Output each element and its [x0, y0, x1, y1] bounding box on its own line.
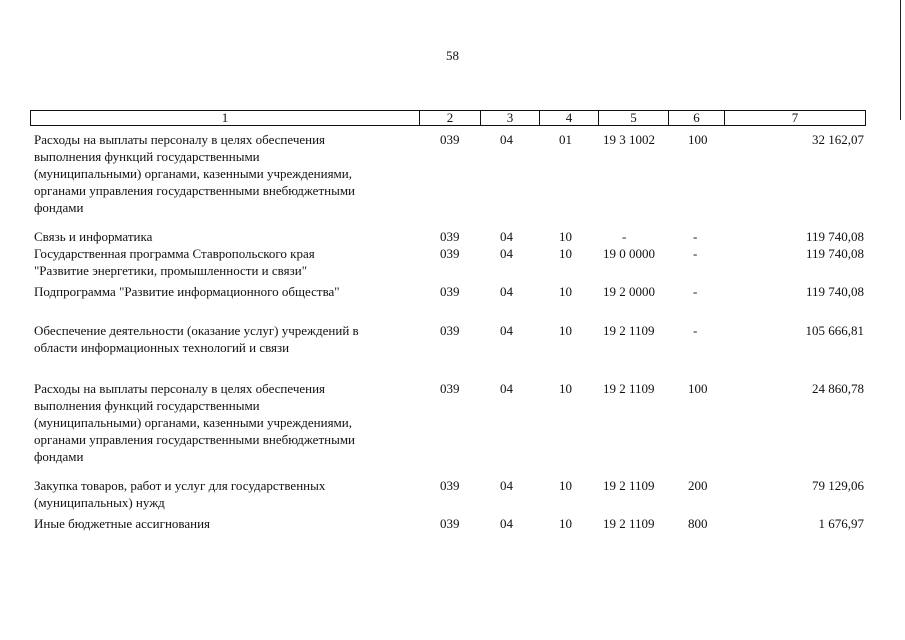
amount: 1 676,97 — [818, 516, 864, 531]
item-code: 10 — [559, 323, 572, 338]
item-code: 10 — [559, 381, 572, 396]
subsection-code: 04 — [500, 516, 513, 531]
section-code: 039 — [440, 381, 460, 396]
subsection-code: 04 — [500, 132, 513, 147]
expense-type-code: - — [693, 284, 698, 299]
page-number: 58 — [446, 48, 459, 63]
amount: 119 740,08 — [805, 229, 864, 244]
target-code: 19 2 1109 — [603, 323, 655, 338]
section-code: 039 — [440, 246, 460, 261]
row-name-line: Связь и информатика — [34, 229, 153, 244]
item-code: 10 — [559, 229, 572, 244]
table-header — [30, 110, 866, 126]
row-name — [34, 228, 419, 245]
row-name-line: фондами — [34, 200, 84, 215]
row-name-line: Подпрограмма "Развитие информационного общества" — [34, 284, 340, 299]
section-code: 039 — [440, 478, 460, 493]
item-code: 10 — [559, 516, 572, 531]
item-code: 10 — [559, 478, 572, 493]
subsection-code: 04 — [500, 246, 513, 261]
row-name-line: "Развитие энергетики, промышленности и связи" — [34, 263, 307, 278]
expense-type-code: 800 — [688, 516, 708, 531]
row-name — [34, 283, 419, 300]
row-name-line: Закупка товаров, работ и услуг для государственных — [34, 478, 326, 493]
row-name-line: Государственная программа Ставропольского края — [34, 246, 315, 261]
expense-type-code: 100 — [688, 132, 708, 147]
expense-type-code: 100 — [688, 381, 708, 396]
subsection-code: 04 — [500, 229, 513, 244]
row-name — [34, 380, 419, 465]
section-code: 039 — [440, 516, 460, 531]
expense-type-code: 200 — [688, 478, 708, 493]
row-name-line: (муниципальных) нужд — [34, 495, 165, 510]
target-code: 19 3 1002 — [603, 132, 655, 147]
item-code: 01 — [559, 132, 572, 147]
row-name-line: выполнения функций государственными — [34, 398, 260, 413]
row-name-line: Иные бюджетные ассигнования — [34, 516, 211, 531]
expense-type-code: - — [693, 229, 698, 244]
header-col-5: 5 — [598, 111, 668, 125]
subsection-code: 04 — [500, 284, 513, 299]
item-code: 10 — [559, 284, 572, 299]
amount: 105 666,81 — [805, 323, 864, 338]
row-name — [34, 477, 419, 511]
target-code: 19 0 0000 — [603, 246, 655, 261]
section-code: 039 — [440, 323, 460, 338]
header-col-3: 3 — [480, 111, 539, 125]
row-name-line: выполнения функций государственными — [34, 149, 260, 164]
header-col-4: 4 — [539, 111, 598, 125]
row-name — [34, 131, 419, 216]
row-name-line: фондами — [34, 449, 84, 464]
amount: 24 860,78 — [812, 381, 864, 396]
target-code: 19 2 1109 — [603, 516, 655, 531]
row-name-line: области информационных технологий и связи — [34, 340, 290, 355]
target-code: - — [622, 229, 627, 244]
row-name-line: органами управления государственными внебюджетными — [34, 183, 356, 198]
row-name-line: Расходы на выплаты персоналу в целях обеспечения — [34, 132, 326, 147]
amount: 119 740,08 — [805, 246, 864, 261]
row-name — [34, 515, 419, 532]
row-name-line: органами управления государственными внебюджетными — [34, 432, 356, 447]
amount: 79 129,06 — [812, 478, 864, 493]
header-col-1: 1 — [221, 110, 229, 125]
target-code: 19 2 1109 — [603, 381, 655, 396]
subsection-code: 04 — [500, 478, 513, 493]
expense-type-code: - — [693, 323, 698, 338]
row-name-line: (муниципальными) органами, казенными учреждениями, — [34, 415, 352, 430]
subsection-code: 04 — [500, 323, 513, 338]
section-code: 039 — [440, 284, 460, 299]
row-name — [34, 322, 419, 356]
section-code: 039 — [440, 132, 460, 147]
expense-type-code: - — [693, 246, 698, 261]
amount: 32 162,07 — [812, 132, 864, 147]
target-code: 19 2 1109 — [603, 478, 655, 493]
scan-edge-line — [900, 0, 901, 120]
header-col-2: 2 — [419, 111, 480, 125]
row-name-line: (муниципальными) органами, казенными учреждениями, — [34, 166, 352, 181]
header-col-7: 7 — [724, 111, 865, 125]
item-code: 10 — [559, 246, 572, 261]
row-name-line: Обеспечение деятельности (оказание услуг) учреждений в — [34, 323, 359, 338]
amount: 119 740,08 — [805, 284, 864, 299]
row-name — [34, 245, 419, 279]
target-code: 19 2 0000 — [603, 284, 655, 299]
subsection-code: 04 — [500, 381, 513, 396]
section-code: 039 — [440, 229, 460, 244]
row-name-line: Расходы на выплаты персоналу в целях обеспечения — [34, 381, 326, 396]
header-col-6: 6 — [668, 111, 724, 125]
